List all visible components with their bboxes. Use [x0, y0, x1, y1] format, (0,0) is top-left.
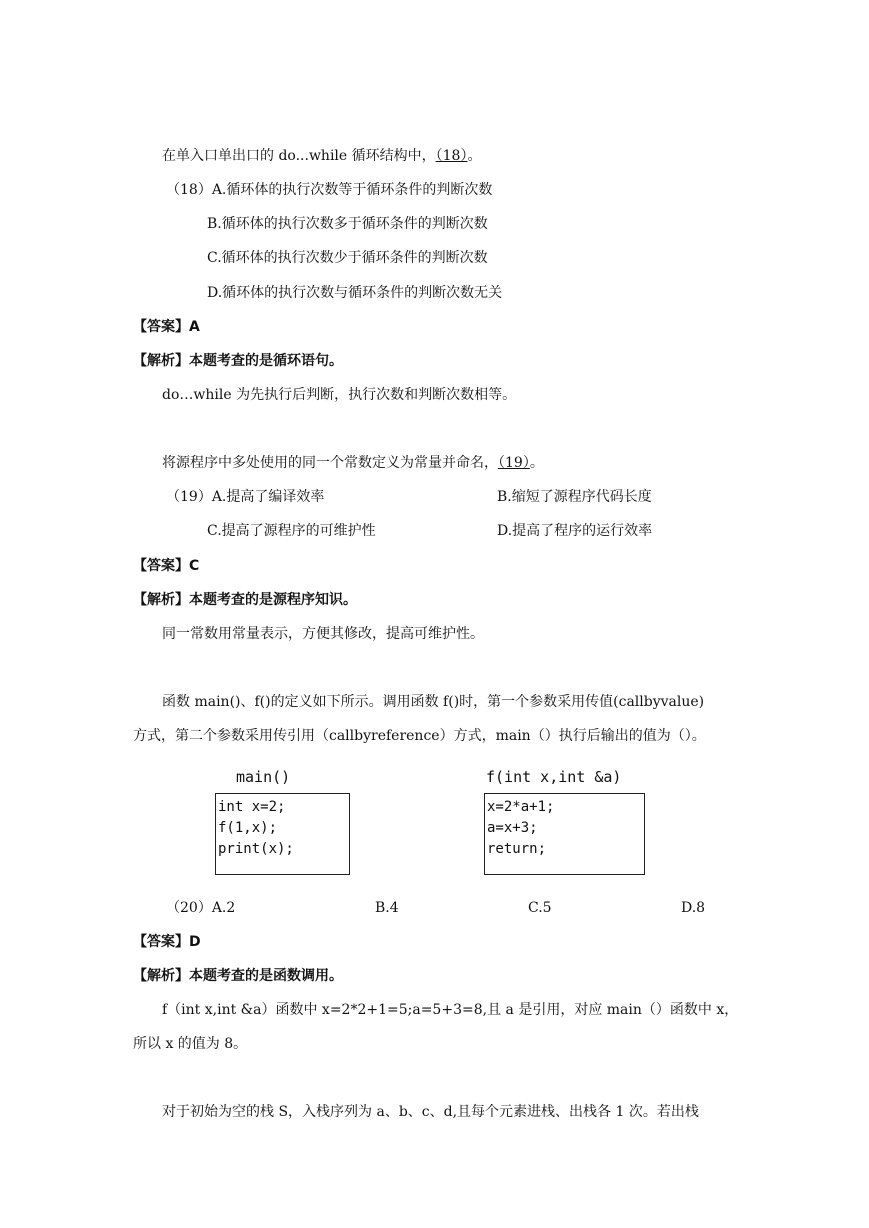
q18-answer: 【答案】A: [133, 319, 200, 335]
q18-analysis-title: 【解析】本题考查的是循环语句。: [133, 353, 343, 369]
q18-option-b: B.循环体的执行次数多于循环条件的判断次数: [207, 216, 488, 232]
q21-stem-line1: 对于初始为空的栈 S，入栈序列为 a、b、c、d,且每个元素进栈、出栈各 1 次。若出栈: [162, 1104, 699, 1120]
q19-stem-text: 将源程序中多处使用的同一个常数定义为常量并命名，: [162, 455, 498, 471]
q18-blank: （18）: [435, 148, 468, 164]
q19-analysis: 同一常数用常量表示，方便其修改，提高可维护性。: [162, 626, 484, 642]
q18-analysis: do…while 为先执行后判断，执行次数和判断次数相等。: [162, 387, 517, 403]
f-code-title: f(int x,int &a): [486, 768, 622, 786]
q19-option-a: （19）A.提高了编译效率: [166, 489, 325, 505]
q19-stem-end: 。: [529, 455, 544, 471]
f-code-box: [484, 793, 645, 875]
q19-option-c: C.提高了源程序的可维护性: [207, 523, 376, 539]
q19-stem: [162, 453, 544, 473]
q20-analysis-line2: 所以 x 的值为 8。: [133, 1036, 248, 1052]
q19-blank: （19）: [498, 455, 530, 471]
q18-stem-end: 。: [467, 148, 482, 164]
main-code-box: [215, 793, 350, 875]
q20-stem-line2: 方式，第二个参数采用传引用（callbyreference）方式，main（）执行后输出的值为（）。: [133, 728, 706, 744]
main-code-line: int x=2;: [218, 799, 286, 815]
main-code-line: f(1,x);: [218, 820, 278, 836]
q18-stem: [162, 146, 481, 166]
main-code-line: print(x);: [218, 841, 294, 857]
q20-analysis-title: 【解析】本题考查的是函数调用。: [133, 968, 343, 984]
q19-option-b: B.缩短了源程序代码长度: [497, 489, 652, 505]
q20-option-d: D.8: [681, 900, 706, 916]
q19-analysis-title: 【解析】本题考查的是源程序知识。: [133, 592, 357, 608]
q18-option-d: D.循环体的执行次数与循环条件的判断次数无关: [207, 285, 503, 301]
q20-option-b: B.4: [375, 900, 399, 916]
q18-option-c: C.循环体的执行次数少于循环条件的判断次数: [207, 250, 488, 266]
main-code-title: main(): [236, 768, 291, 786]
q18-stem-text: 在单入口单出口的 do...while 循环结构中，: [162, 148, 436, 164]
f-code-line: return;: [487, 841, 547, 857]
q20-option-c: C.5: [528, 900, 552, 916]
q19-option-d: D.提高了程序的运行效率: [497, 523, 653, 539]
f-code-line: a=x+3;: [487, 820, 538, 836]
q18-option-a: （18）A.循环体的执行次数等于循环条件的判断次数: [166, 182, 493, 198]
f-code-line: x=2*a+1;: [487, 799, 555, 815]
q20-option-a: （20）A.2: [166, 900, 236, 916]
q20-answer: 【答案】D: [133, 934, 201, 950]
q20-stem-line1: 函数 main()、f()的定义如下所示。调用函数 f()时，第一个参数采用传值(callbyvalue): [162, 694, 705, 710]
q19-answer: 【答案】C: [133, 558, 200, 574]
q20-analysis-line1: f（int x,int &a）函数中 x=2*2+1=5;a=5+3=8,且 a 是引用，对应 main（）函数中 x，: [162, 1002, 739, 1018]
